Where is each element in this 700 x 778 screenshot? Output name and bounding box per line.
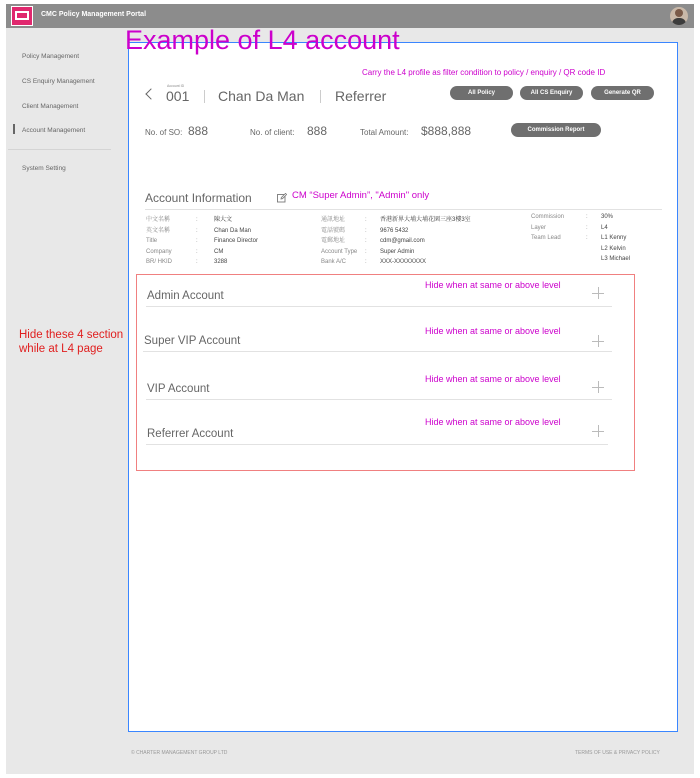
client-count-label: No. of client: [250, 128, 295, 137]
info-colons-col2 [365, 215, 367, 268]
annotation-hide-sections: Hide these 4 section while at L4 page [19, 329, 124, 355]
value-team-lead-l3: L3 Michael [601, 256, 631, 263]
section-note: Hide when at same or above level [425, 374, 561, 384]
section-vip-account[interactable] [146, 370, 612, 400]
section-note: Hide when at same or above level [425, 417, 561, 427]
all-policy-button[interactable]: All Policy [450, 86, 513, 100]
account-role: Referrer [335, 88, 387, 104]
colon: : [586, 214, 588, 220]
expand-plus-icon[interactable] [592, 381, 604, 393]
colon: : [365, 259, 367, 266]
info-labels-col2 [321, 215, 357, 268]
label-company: Company [146, 248, 172, 255]
annotation-title: Example of L4 account [125, 25, 400, 55]
colon: : [196, 259, 198, 266]
edit-icon[interactable] [277, 193, 287, 203]
account-info-title: Account Information [145, 191, 252, 205]
sidebar-item-account-management[interactable]: Account Management [22, 127, 86, 134]
colon: : [586, 235, 588, 242]
label-bank-account: Bank A/C [321, 259, 347, 266]
value-layer: L4 [601, 224, 608, 231]
label-account-type: Account Type [321, 248, 358, 255]
info-labels-col1 [146, 215, 172, 268]
label-commission: Commission [531, 214, 565, 220]
cmc-logo[interactable] [11, 6, 33, 26]
client-count-value: 888 [307, 124, 328, 138]
footer-copyright: © CHARTER MANAGEMENT GROUP LTD [131, 750, 228, 756]
value-br-hkid: 3288 [214, 259, 228, 266]
sidebar-item-client-management[interactable]: Client Management [22, 103, 79, 110]
info-values-col2 [380, 215, 471, 268]
label-title: Title [146, 238, 158, 245]
sidebar-item-system-setting[interactable]: System Setting [22, 165, 66, 172]
info-colons-col3 [586, 212, 588, 244]
label-br-hkid: BR/ HKID [146, 259, 173, 266]
value-commission: 30% [601, 214, 614, 220]
colon: : [196, 238, 198, 245]
colon: : [365, 248, 367, 255]
annotation-carry-profile: Carry the L4 profile as filter condition to policy / enquiry / QR code ID [362, 68, 606, 77]
info-divider [145, 209, 662, 210]
account-name: Chan Da Man [218, 88, 305, 104]
section-super-vip-account[interactable] [143, 322, 612, 352]
label-layer: Layer [531, 224, 547, 231]
portal-title: CMC Policy Management Portal [41, 11, 147, 18]
value-team-lead-l2: L2 Kelvin [601, 245, 626, 252]
sidebar-item-cs-enquiry-management[interactable]: CS Enquiry Management [22, 78, 95, 85]
section-referrer-account[interactable] [146, 415, 608, 445]
total-amount-value: $888,888 [421, 124, 472, 138]
value-address: 香港新界大埔大埔花園三座3樓3室 [380, 217, 471, 223]
sidebar-item-policy-management[interactable]: Policy Management [22, 53, 80, 60]
info-colons-col1 [196, 215, 198, 268]
header-separator [320, 90, 321, 103]
colon: : [365, 238, 367, 245]
value-english-name: Chan Da Man [214, 227, 252, 234]
sidebar [6, 28, 113, 774]
section-admin-account[interactable] [146, 277, 612, 307]
account-id: 001 [166, 88, 190, 104]
expand-plus-icon[interactable] [592, 287, 604, 299]
label-english-name: 英文名稱 [146, 227, 171, 234]
user-avatar[interactable] [670, 7, 688, 25]
footer-terms-link[interactable]: TERMS OF USE & PRIVACY POLICY [575, 750, 660, 756]
info-labels-col3 [531, 212, 564, 244]
header-separator [204, 90, 205, 103]
value-account-type: Super Admin [380, 248, 415, 255]
value-bank-account: XXX-XXXXXXXX [380, 259, 427, 266]
annotation-cm-only: CM “Super Admin”, "Admin" only [292, 190, 430, 201]
all-cs-enquiry-button[interactable]: All CS Enquiry [520, 86, 583, 100]
label-chinese-name: 中文名稱 [146, 217, 171, 223]
section-title-referrer-account: Referrer Account [147, 428, 234, 440]
label-email: 電郵地址 [321, 238, 346, 245]
label-phone: 電話號碼 [321, 227, 346, 234]
value-chinese-name: 陳大文 [214, 217, 233, 223]
colon: : [196, 227, 198, 234]
section-note: Hide when at same or above level [425, 326, 561, 336]
expand-plus-icon[interactable] [592, 335, 604, 347]
so-count-value: 888 [188, 124, 209, 138]
label-team-lead: Team Lead [531, 235, 561, 242]
value-company: CM [214, 248, 224, 255]
label-address: 通訊地址 [321, 217, 346, 223]
value-email: cdm@gmail.com [380, 238, 425, 245]
account-id-caption: Account ID [167, 84, 185, 88]
section-title-admin-account: Admin Account [147, 290, 224, 302]
colon: : [365, 227, 367, 234]
value-title: Finance Director [214, 238, 259, 245]
section-title-vip-account: VIP Account [147, 383, 210, 395]
colon: : [196, 248, 198, 255]
section-title-super-vip-account: Super VIP Account [144, 335, 241, 347]
info-values-col3 [601, 212, 630, 265]
sidebar-divider [8, 149, 111, 150]
colon: : [365, 217, 367, 223]
info-values-col1 [214, 215, 258, 268]
commission-report-button[interactable]: Commission Report [511, 123, 601, 137]
total-amount-label: Total Amount: [360, 128, 409, 137]
active-indicator [13, 124, 15, 134]
section-note: Hide when at same or above level [425, 280, 561, 290]
so-count-label: No. of SO: [145, 128, 183, 137]
colon: : [196, 217, 198, 223]
value-phone: 9676 5432 [380, 227, 409, 234]
generate-qr-button[interactable]: Generate QR [591, 86, 654, 100]
colon: : [586, 224, 588, 231]
value-team-lead-l1: L1 Kenny [601, 235, 627, 242]
expand-plus-icon[interactable] [592, 425, 604, 437]
